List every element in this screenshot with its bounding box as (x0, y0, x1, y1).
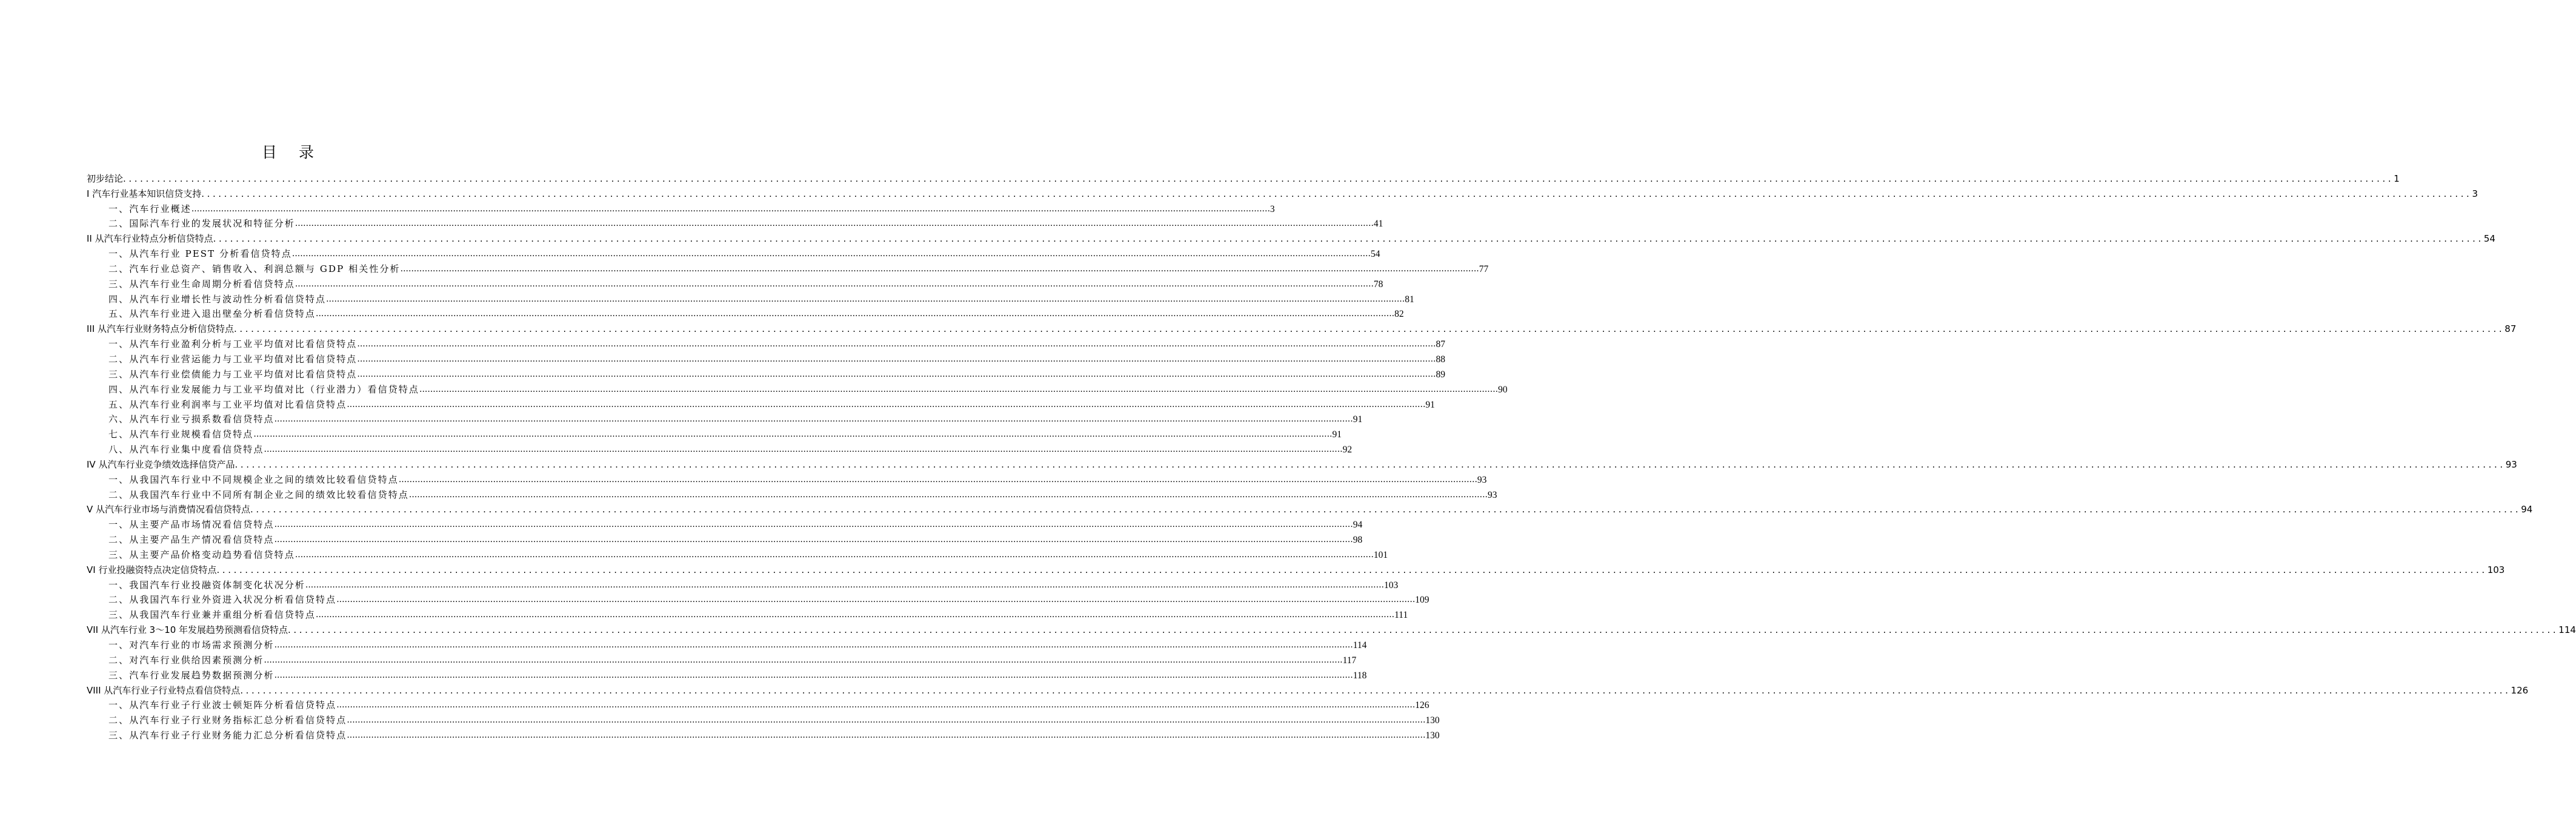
toc-section-entry[interactable] (87, 275, 1383, 290)
dot-leader: ................................................................................................................................................................................................................................................................................................................................................................................................................ (274, 535, 1353, 545)
dot-leader: ................................................................................................................................................................................................................................................................................................................................................................................................................ (274, 414, 1353, 425)
toc-section-entry[interactable] (87, 260, 1489, 275)
toc-page-number: 101 (1373, 549, 1388, 560)
toc-entry-title: VII 从汽车行业 3～10 年发展趋势预测看信贷特点 (87, 624, 288, 636)
toc-page-number: 93 (1477, 474, 1487, 485)
dot-leader: ................................................................................................................................................................................................................................................................................................................................................................................................................ (264, 655, 1343, 665)
dot-leader: ................................................................................................................................................................................................................................................................................................................................................................................................................ (250, 504, 2521, 515)
toc-page-number: 87 (1436, 339, 1445, 350)
toc-section-entry[interactable] (87, 515, 1363, 531)
toc-entry-title: I 汽车行业基本知识信贷支持 (87, 188, 202, 199)
toc-section-entry[interactable] (87, 576, 1399, 591)
toc-page-number: 88 (1436, 354, 1445, 365)
toc-page-number: 89 (1436, 369, 1445, 380)
toc-section-entry[interactable] (87, 290, 1414, 305)
toc-page-number: 87 (2504, 323, 2517, 335)
toc-chapter-entry[interactable] (87, 681, 2529, 697)
toc-section-entry[interactable] (87, 636, 1367, 651)
toc-page-number: 103 (1383, 580, 1399, 591)
toc-entry-title: 三、从我国汽车行业兼并重组分析看信贷特点 (108, 609, 316, 621)
dot-leader: ................................................................................................................................................................................................................................................................................................................................................................................................................ (347, 399, 1426, 409)
toc-entry-title: 二、从我国汽车行业外资进入状况分析看信贷特点 (108, 594, 337, 606)
dot-leader: ................................................................................................................................................................................................................................................................................................................................................................................................................ (295, 219, 1374, 229)
dot-leader: ................................................................................................................................................................................................................................................................................................................................................................................................................ (316, 610, 1395, 620)
toc-page-number: 114 (2558, 624, 2576, 636)
dot-leader: ................................................................................................................................................................................................................................................................................................................................................................................................................ (201, 188, 2472, 199)
dot-leader: ................................................................................................................................................................................................................................................................................................................................................................................................................ (234, 323, 2505, 335)
toc-section-entry[interactable] (87, 395, 1435, 411)
dot-leader: ................................................................................................................................................................................................................................................................................................................................................................................................................ (305, 580, 1384, 590)
toc-page-number: 117 (1342, 655, 1357, 666)
toc-entry-title: 六、从汽车行业亏损系数看信贷特点 (108, 414, 275, 425)
toc-chapter-entry[interactable] (87, 320, 2517, 335)
toc-page-number: 91 (1425, 399, 1435, 410)
toc-chapter-entry[interactable] (87, 230, 2495, 245)
toc-section-entry[interactable] (87, 726, 1440, 741)
toc-section-entry[interactable] (87, 335, 1445, 350)
toc-section-entry[interactable] (87, 380, 1508, 395)
toc-entry-title: 四、从汽车行业增长性与波动性分析看信贷特点 (108, 293, 327, 305)
toc-entry-title: 三、从汽车行业生命周期分析看信贷特点 (108, 278, 295, 290)
toc-page-number: 126 (2511, 684, 2529, 696)
toc-entry-title: VIII 从汽车行业子行业特点看信贷特点 (87, 684, 241, 696)
toc-page-number: 54 (1370, 249, 1380, 260)
toc-page-number: 90 (1498, 384, 1508, 395)
dot-leader: ................................................................................................................................................................................................................................................................................................................................................................................................................ (400, 263, 1479, 274)
toc-section-entry[interactable] (87, 440, 1353, 455)
toc-page-number: 109 (1415, 595, 1429, 606)
dot-leader: ................................................................................................................................................................................................................................................................................................................................................................................................................ (398, 474, 1477, 485)
toc-chapter-entry[interactable] (87, 561, 2505, 576)
toc-section-entry[interactable] (87, 486, 1497, 501)
table-of-contents (87, 170, 2576, 741)
toc-entry-title: 二、从主要产品生产情况看信贷特点 (108, 534, 275, 546)
toc-section-entry[interactable] (87, 471, 1487, 486)
toc-section-entry[interactable] (87, 697, 1429, 712)
toc-entry-title: VI 行业投融资特点决定信贷特点 (87, 564, 217, 575)
dot-leader: ................................................................................................................................................................................................................................................................................................................................................................................................................ (316, 309, 1395, 319)
dot-leader: ................................................................................................................................................................................................................................................................................................................................................................................................................ (408, 489, 1488, 500)
page-title: 目 录 (262, 144, 322, 161)
toc-entry-title: 二、对汽车行业供给因素预测分析 (108, 654, 264, 666)
toc-chapter-entry[interactable] (87, 170, 2400, 185)
toc-entry-title: 三、汽车行业发展趋势数据预测分析 (108, 669, 275, 681)
dot-leader: ................................................................................................................................................................................................................................................................................................................................................................................................................ (347, 715, 1426, 726)
toc-entry-title: IV 从汽车行业竞争绩效选择信贷产品 (87, 458, 235, 470)
dot-leader: ................................................................................................................................................................................................................................................................................................................................................................................................................ (357, 354, 1436, 364)
toc-section-entry[interactable] (87, 531, 1363, 546)
toc-page-number: 94 (2521, 504, 2533, 515)
toc-entry-title: III 从汽车行业财务特点分析信贷特点 (87, 323, 235, 335)
toc-section-entry[interactable] (87, 711, 1440, 726)
toc-page-number: 103 (2487, 564, 2505, 575)
toc-section-entry[interactable] (87, 666, 1367, 681)
toc-section-entry[interactable] (87, 305, 1404, 320)
toc-entry-title: 七、从汽车行业规模看信贷特点 (108, 429, 254, 440)
toc-entry-title: 一、从汽车行业子行业波士顿矩阵分析看信贷特点 (108, 700, 337, 711)
toc-page-number: 114 (1353, 640, 1367, 650)
dot-leader: ................................................................................................................................................................................................................................................................................................................................................................................................................ (274, 520, 1353, 530)
dot-leader: ................................................................................................................................................................................................................................................................................................................................................................................................................ (347, 730, 1426, 741)
toc-page-number: 111 (1394, 610, 1408, 621)
toc-chapter-entry[interactable] (87, 455, 2517, 471)
toc-section-entry[interactable] (87, 215, 1383, 230)
toc-page-number: 78 (1373, 279, 1383, 290)
toc-page-number: 93 (2505, 458, 2517, 470)
toc-entry-title: 五、从汽车行业进入退出壁垒分析看信贷特点 (108, 308, 316, 320)
toc-section-entry[interactable] (87, 651, 1357, 666)
dot-leader: ................................................................................................................................................................................................................................................................................................................................................................................................................ (295, 549, 1374, 560)
dot-leader: ................................................................................................................................................................................................................................................................................................................................................................................................................ (357, 339, 1436, 349)
toc-section-entry[interactable] (87, 245, 1380, 260)
toc-chapter-entry[interactable] (87, 501, 2533, 516)
toc-page-number: 118 (1353, 670, 1367, 681)
toc-section-entry[interactable] (87, 546, 1388, 561)
dot-leader: ................................................................................................................................................................................................................................................................................................................................................................................................................ (419, 384, 1499, 394)
toc-entry-title: 一、从汽车行业 PEST 分析看信贷特点 (108, 248, 292, 260)
toc-entry-title: 一、对汽车行业的市场需求预测分析 (108, 640, 275, 650)
toc-section-entry[interactable] (87, 591, 1429, 606)
toc-entry-title: 一、从我国汽车行业中不同规模企业之间的绩效比较看信贷特点 (108, 474, 399, 485)
toc-page-number: 41 (1373, 219, 1383, 230)
toc-entry-title: 三、从汽车行业偿债能力与工业平均值对比看信贷特点 (108, 368, 358, 380)
toc-page-number: 126 (1415, 700, 1429, 711)
toc-page-number: 130 (1425, 730, 1440, 741)
dot-leader: ................................................................................................................................................................................................................................................................................................................................................................................................................ (253, 429, 1333, 440)
dot-leader: ................................................................................................................................................................................................................................................................................................................................................................................................................ (213, 233, 2484, 245)
toc-page-number: 3 (2472, 188, 2478, 199)
toc-page-number: 92 (1342, 445, 1353, 455)
toc-entry-title: 三、从主要产品价格变动趋势看信贷特点 (108, 549, 295, 560)
toc-page-number: 94 (1353, 520, 1363, 531)
dot-leader: ................................................................................................................................................................................................................................................................................................................................................................................................................ (240, 684, 2511, 696)
toc-page-number: 130 (1425, 715, 1440, 726)
toc-entry-title: 一、汽车行业概述 (108, 203, 191, 214)
toc-entry-title: 二、从汽车行业营运能力与工业平均值对比看信贷特点 (108, 353, 358, 365)
dot-leader: ................................................................................................................................................................................................................................................................................................................................................................................................................ (274, 640, 1353, 650)
dot-leader: ................................................................................................................................................................................................................................................................................................................................................................................................................ (326, 294, 1405, 304)
toc-entry-title: 一、从主要产品市场情况看信贷特点 (108, 519, 275, 531)
toc-chapter-entry[interactable] (87, 185, 2478, 200)
toc-entry-title: 二、汽车行业总资产、销售收入、利润总额与 GDP 相关性分析 (108, 263, 401, 274)
toc-section-entry[interactable] (87, 365, 1445, 380)
toc-page-number: 91 (1332, 429, 1342, 440)
dot-leader: ................................................................................................................................................................................................................................................................................................................................................................................................................ (295, 279, 1374, 289)
dot-leader: ................................................................................................................................................................................................................................................................................................................................................................................................................ (264, 445, 1343, 455)
dot-leader: ................................................................................................................................................................................................................................................................................................................................................................................................................ (288, 624, 2559, 636)
toc-page-number: 93 (1487, 489, 1497, 500)
toc-section-entry[interactable] (87, 425, 1342, 440)
toc-chapter-entry[interactable] (87, 621, 2576, 636)
dot-leader: ................................................................................................................................................................................................................................................................................................................................................................................................................ (216, 564, 2488, 575)
dot-leader: ................................................................................................................................................................................................................................................................................................................................................................................................................ (336, 700, 1416, 710)
toc-page-number: 54 (2483, 233, 2495, 245)
toc-page-number: 82 (1394, 309, 1404, 320)
toc-entry-title: 三、从汽车行业子行业财务能力汇总分析看信贷特点 (108, 730, 347, 741)
toc-section-entry[interactable] (87, 411, 1363, 426)
toc-entry-title: 五、从汽车行业利润率与工业平均值对比看信贷特点 (108, 399, 347, 410)
toc-entry-title: 二、从汽车行业子行业财务指标汇总分析看信贷特点 (108, 715, 347, 726)
toc-entry-title: 初步结论 (87, 173, 124, 184)
toc-entry-title: 二、从我国汽车行业中不同所有制企业之间的绩效比较看信贷特点 (108, 489, 409, 500)
toc-entry-title: 一、从汽车行业盈利分析与工业平均值对比看信贷特点 (108, 339, 358, 350)
dot-leader: ................................................................................................................................................................................................................................................................................................................................................................................................................ (191, 204, 1270, 214)
dot-leader: ................................................................................................................................................................................................................................................................................................................................................................................................................ (274, 670, 1353, 680)
toc-page-number: 81 (1405, 294, 1414, 305)
toc-entry-title: 二、国际汽车行业的发展状况和特征分析 (108, 218, 295, 230)
toc-page-number: 1 (2394, 173, 2400, 184)
dot-leader: ................................................................................................................................................................................................................................................................................................................................................................................................................ (235, 458, 2506, 470)
toc-entry-title: 一、我国汽车行业投融资体制变化状况分析 (108, 579, 305, 591)
dot-leader: ................................................................................................................................................................................................................................................................................................................................................................................................................ (336, 595, 1416, 605)
toc-entry-title: V 从汽车行业市场与消费情况看信贷特点 (87, 504, 251, 515)
toc-section-entry[interactable] (87, 200, 1275, 215)
toc-section-entry[interactable] (87, 606, 1408, 621)
dot-leader: ................................................................................................................................................................................................................................................................................................................................................................................................................ (357, 369, 1436, 379)
toc-entry-title: II 从汽车行业特点分析信贷特点 (87, 233, 213, 245)
toc-page-number: 3 (1270, 204, 1275, 214)
toc-section-entry[interactable] (87, 350, 1445, 365)
dot-leader: ................................................................................................................................................................................................................................................................................................................................................................................................................ (291, 249, 1371, 259)
dot-leader: ................................................................................................................................................................................................................................................................................................................................................................................................................ (123, 173, 2394, 184)
toc-entry-title: 八、从汽车行业集中度看信贷特点 (108, 444, 264, 455)
toc-page-number: 91 (1353, 414, 1363, 425)
toc-page-number: 77 (1479, 263, 1489, 274)
toc-page-number: 98 (1353, 535, 1363, 546)
toc-entry-title: 四、从汽车行业发展能力与工业平均值对比（行业潜力）看信贷特点 (108, 383, 420, 395)
